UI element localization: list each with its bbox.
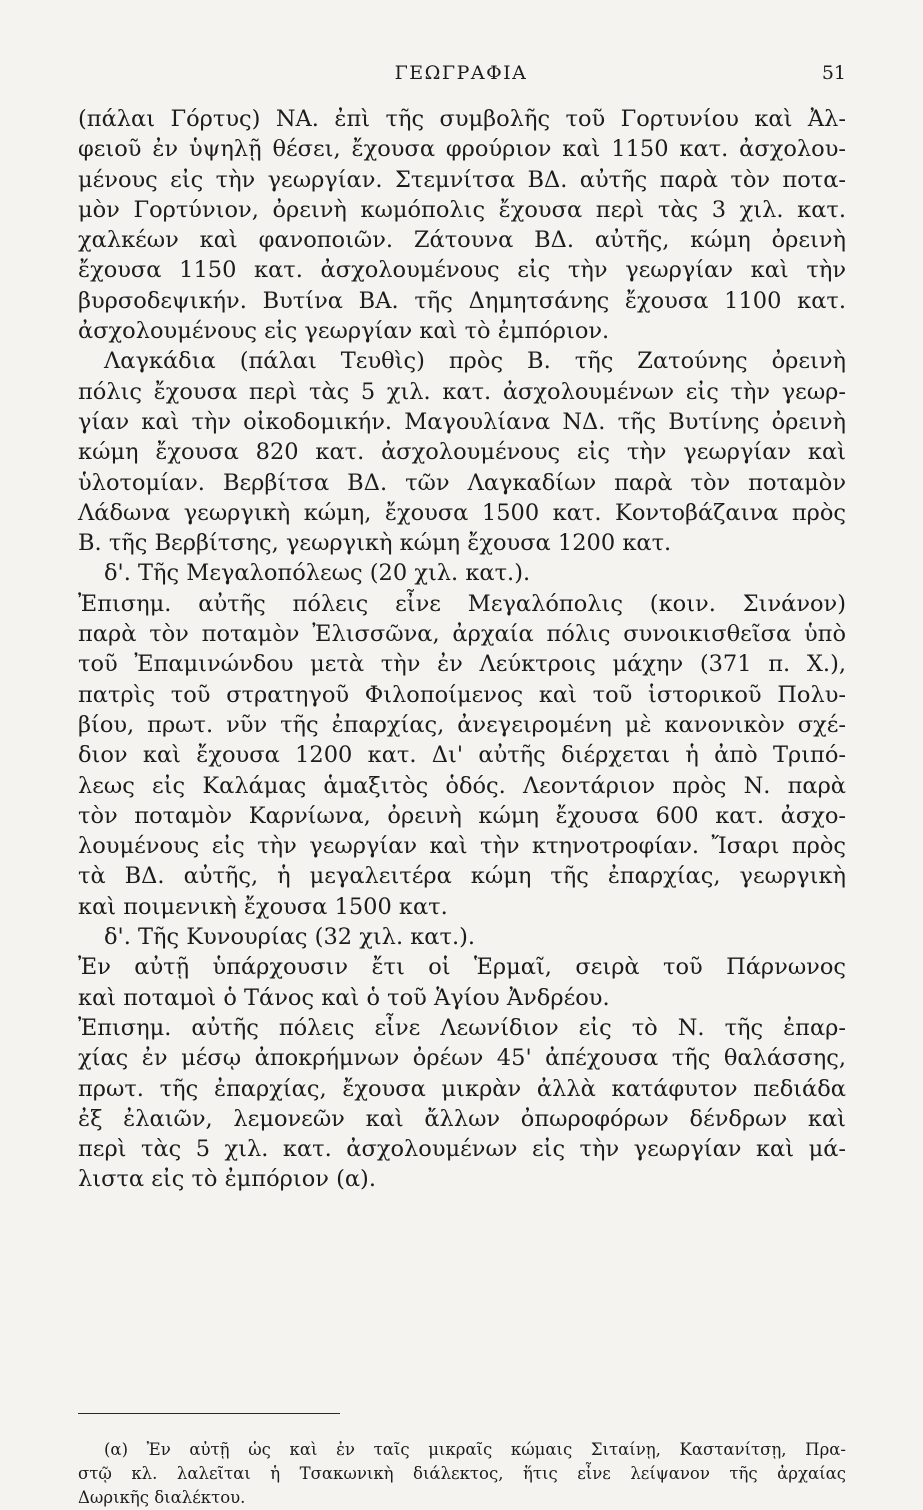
- text-line: πρωτ. τῆς ἐπαρχίας, ἔχουσα μικρὰν ἀλλὰ κατάφυτον πεδιάδα: [78, 1075, 846, 1102]
- text-line: καὶ ποταμοὶ ὁ Τάνος καὶ ὁ τοῦ Ἁγίου Ἀνδρέου.: [78, 984, 610, 1011]
- running-title: ΓΕΩΓΡΑΦΙΑ: [394, 62, 528, 84]
- text-line: χαλκέων καὶ φανοποιῶν. Ζάτουνα ΒΔ. αὐτῆς, κώμη ὀρεινὴ: [78, 227, 846, 254]
- text-line: Ἐπισημ. αὐτῆς πόλεις εἶνε Μεγαλόπολις (κοιν. Σινάνον): [78, 590, 846, 617]
- body-text: [78, 104, 846, 1195]
- text-line: λιστα εἰς τὸ ἐμπόριον (α).: [78, 1166, 376, 1193]
- page-header: [76, 58, 846, 94]
- text-line: Λαγκάδια (πάλαι Τευθὶς) πρὸς Β. τῆς Ζατούνης ὀρεινὴ: [104, 348, 846, 375]
- text-line: τὸν ποταμὸν Καρνίωνα, ὀρεινὴ κώμη ἔχουσα 600 κατ. ἀσχο-: [78, 802, 846, 829]
- text-line: καὶ ποιμενικὴ ἔχουσα 1500 κατ.: [78, 893, 448, 920]
- text-line: Λάδωνα γεωργικὴ κώμη, ἔχουσα 1500 κατ. Κοντοβάζαινα πρὸς: [78, 499, 846, 526]
- footnote-line: Δωρικῆς διαλέκτου.: [78, 1488, 246, 1507]
- footnote-rule: [78, 1413, 340, 1414]
- text-line: Ἐπισημ. αὐτῆς πόλεις εἶνε Λεωνίδιον εἰς τὸ Ν. τῆς ἐπαρ-: [78, 1014, 846, 1041]
- text-line: χίας ἐν μέσῳ ἀποκρήμνων ὀρέων 45' ἀπέχουσα τῆς θαλάσσης,: [78, 1045, 846, 1072]
- text-line: λεως εἰς Καλάμας ἁμαξιτὸς ὁδός. Λεοντάριον πρὸς Ν. παρὰ: [78, 772, 846, 799]
- text-line: πατρὶς τοῦ στρατηγοῦ Φιλοποίμενος καὶ τοῦ ἱστορικοῦ Πολυ-: [78, 681, 846, 708]
- page-number: 51: [821, 62, 846, 84]
- text-line: Β. τῆς Βερβίτσης, γεωργικὴ κώμη ἔχουσα 1200 κατ.: [78, 530, 672, 557]
- section-heading: δ'. Τῆς Κυνουρίας (32 χιλ. κατ.).: [104, 924, 476, 951]
- text-line: κώμη ἔχουσα 820 κατ. ἀσχολουμένους εἰς τὴν γεωργίαν καὶ: [78, 439, 846, 466]
- text-line: τὰ ΒΔ. αὐτῆς, ἡ μεγαλειτέρα κώμη τῆς ἐπαρχίας, γεωργικὴ: [78, 863, 846, 890]
- text-line: περὶ τὰς 5 χιλ. κατ. ἀσχολουμένων εἰς τὴν γεωργίαν καὶ μά-: [78, 1136, 846, 1163]
- text-line: βίου, πρωτ. νῦν τῆς ἐπαρχίας, ἀνεγειρομένη μὲ κανονικὸν σχέ-: [78, 711, 846, 738]
- text-line: πόλις ἔχουσα περὶ τὰς 5 χιλ. κατ. ἀσχολουμένων εἰς τὴν γεωρ-: [78, 378, 846, 405]
- footnote-line: (α) Ἐν αὐτῇ ὡς καὶ ἐν ταῖς μικραῖς κώμαις Σιταίνῃ, Καστανίτσῃ, Πρα-: [104, 1440, 846, 1459]
- text-line: Ἐν αὐτῇ ὑπάρχουσιν ἔτι οἱ Ἑρμαῖ, σειρὰ τοῦ Πάρνωνος: [78, 954, 846, 981]
- text-line: διον καὶ ἔχουσα 1200 κατ. Δι' αὐτῆς διέρχεται ἡ ἀπὸ Τριπό-: [78, 742, 846, 769]
- footnote: [78, 1438, 846, 1510]
- text-line: λουμένους εἰς τὴν γεωργίαν καὶ τὴν κτηνοτροφίαν. Ἴσαρι πρὸς: [78, 833, 846, 860]
- text-line: ἐξ ἐλαιῶν, λεμονεῶν καὶ ἄλλων ὀπωροφόρων δένδρων καὶ: [78, 1105, 846, 1132]
- text-line: βυρσοδεψικήν. Βυτίνα ΒΑ. τῆς Δημητσάνης ἔχουσα 1100 κατ.: [78, 287, 846, 314]
- text-line: ἀσχολουμένους εἰς γεωργίαν καὶ τὸ ἐμπόριον.: [78, 318, 610, 345]
- text-line: μένους εἰς τὴν γεωργίαν. Στεμνίτσα ΒΔ. αὐτῆς παρὰ τὸν ποτα-: [78, 166, 846, 193]
- text-line: ἔχουσα 1150 κατ. ἀσχολουμένους εἰς τὴν γεωργίαν καὶ τὴν: [78, 257, 846, 284]
- section-heading: δ'. Τῆς Μεγαλοπόλεως (20 χιλ. κατ.).: [104, 560, 531, 587]
- text-line: μὸν Γορτύνιον, ὀρεινὴ κωμόπολις ἔχουσα περὶ τὰς 3 χιλ. κατ.: [78, 196, 846, 223]
- text-line: παρὰ τὸν ποταμὸν Ἐλισσῶνα, ἀρχαία πόλις συνοικισθεῖσα ὑπὸ: [78, 621, 846, 648]
- text-line: (πάλαι Γόρτυς) ΝΑ. ἐπὶ τῆς συμβολῆς τοῦ Γορτυνίου καὶ Ἀλ-: [78, 106, 846, 132]
- text-line: τοῦ Ἐπαμινώνδου μετὰ τὴν ἐν Λεύκτροις μάχην (371 π. Χ.),: [78, 651, 846, 678]
- text-line: φειοῦ ἐν ὑψηλῇ θέσει, ἔχουσα φρούριον καὶ 1150 κατ. ἀσχολου-: [78, 136, 846, 163]
- footnote-line: στῷ κλ. λαλεῖται ἡ Τσακωνικὴ διάλεκτος, ἥτις εἶνε λείψανον τῆς ἀρχαίας: [78, 1464, 846, 1483]
- text-line: ὑλοτομίαν. Βερβίτσα ΒΔ. τῶν Λαγκαδίων παρὰ τὸν ποταμὸν: [78, 469, 846, 496]
- text-line: γίαν καὶ τὴν οἰκοδομικήν. Μαγουλίανα ΝΔ. τῆς Βυτίνης ὀρεινὴ: [78, 408, 846, 435]
